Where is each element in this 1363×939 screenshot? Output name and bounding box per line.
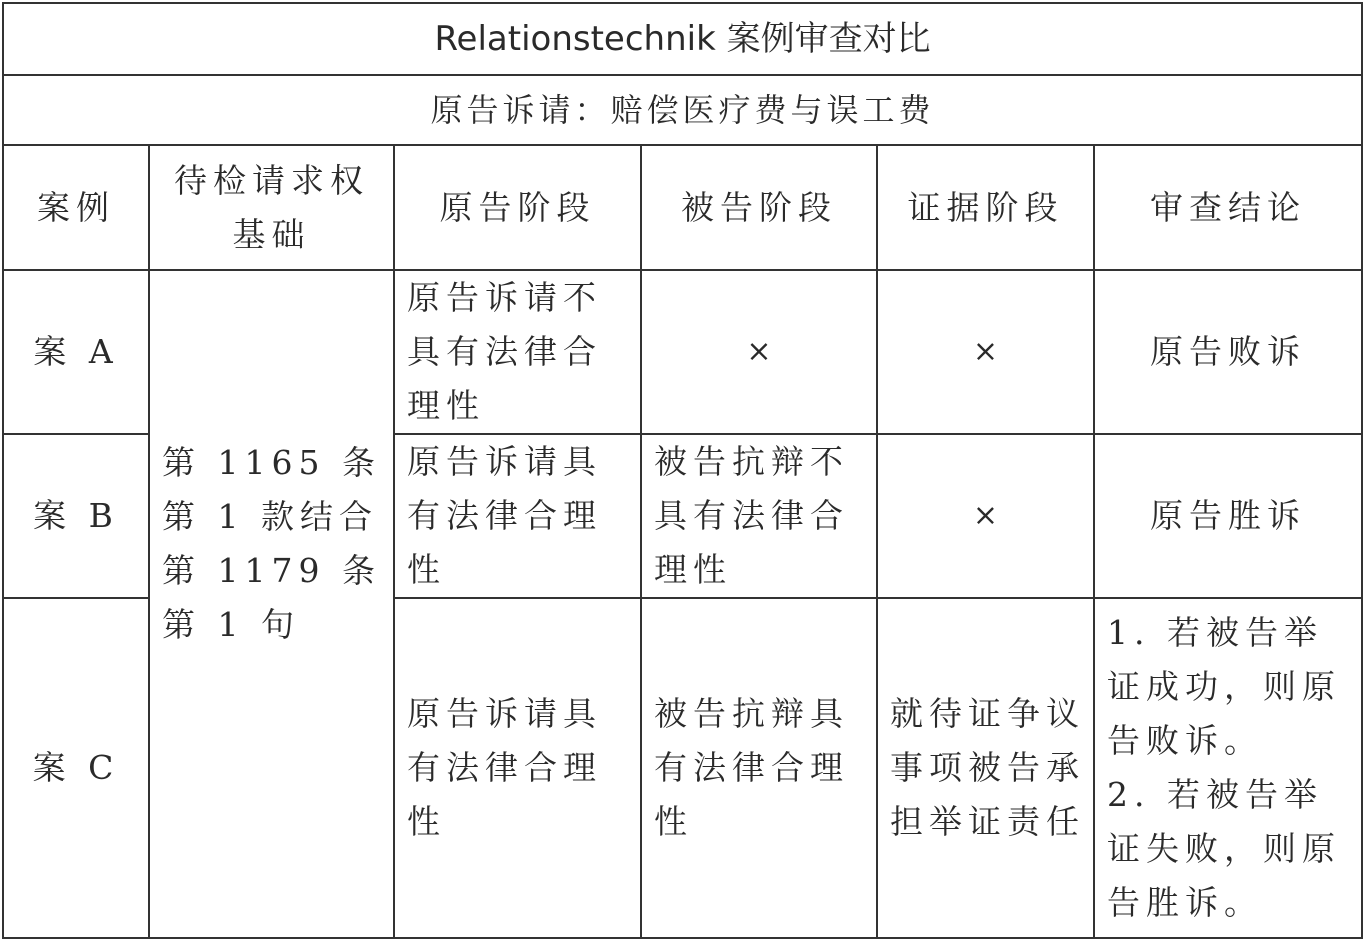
case-b-defendant: 被告抗辩不具有法律合理性 [641, 434, 877, 598]
case-b-conclusion: 原告胜诉 [1094, 434, 1362, 598]
case-comparison-table [2, 2, 1363, 939]
header-plaintiff-stage: 原告阶段 [394, 145, 641, 270]
case-b-plaintiff: 原告诉请具有法律合理性 [394, 434, 641, 598]
case-c-conclusion-1: 1. 若被告举证成功，则原告败诉。 [1107, 613, 1341, 760]
case-c-defendant: 被告抗辩具有法律合理性 [641, 598, 877, 938]
claim-basis-cell: 第 1165 条第 1 款结合第 1179 条第 1 句 [149, 270, 394, 938]
header-conclusion: 审查结论 [1094, 145, 1362, 270]
header-case: 案例 [3, 145, 149, 270]
header-basis-line-2: 基础 [232, 214, 311, 254]
case-c-evidence: 就待证争议事项被告承担举证责任 [877, 598, 1094, 938]
header-defendant-stage: 被告阶段 [641, 145, 877, 270]
table-row [3, 270, 1362, 434]
case-c-conclusion [1094, 598, 1362, 938]
case-a-plaintiff: 原告诉请不具有法律合理性 [394, 270, 641, 434]
case-c-conclusion-2: 2. 若被告举证失败，则原告胜诉。 [1107, 775, 1341, 922]
table-subtitle: 原告诉请：赔偿医疗费与误工费 [3, 75, 1362, 145]
case-b-label: 案 B [3, 434, 149, 598]
header-basis [149, 145, 394, 270]
case-a-evidence-cross: × [877, 270, 1094, 434]
case-a-defendant-cross: × [641, 270, 877, 434]
header-evidence-stage: 证据阶段 [877, 145, 1094, 270]
header-basis-line-1: 待检请求权 [174, 160, 369, 200]
case-a-label: 案 A [3, 270, 149, 434]
case-c-plaintiff: 原告诉请具有法律合理性 [394, 598, 641, 938]
case-b-evidence-cross: × [877, 434, 1094, 598]
case-c-label: 案 C [3, 598, 149, 938]
table-title: Relationstechnik 案例审查对比 [3, 3, 1362, 75]
header-row [3, 145, 1362, 270]
case-a-conclusion: 原告败诉 [1094, 270, 1362, 434]
